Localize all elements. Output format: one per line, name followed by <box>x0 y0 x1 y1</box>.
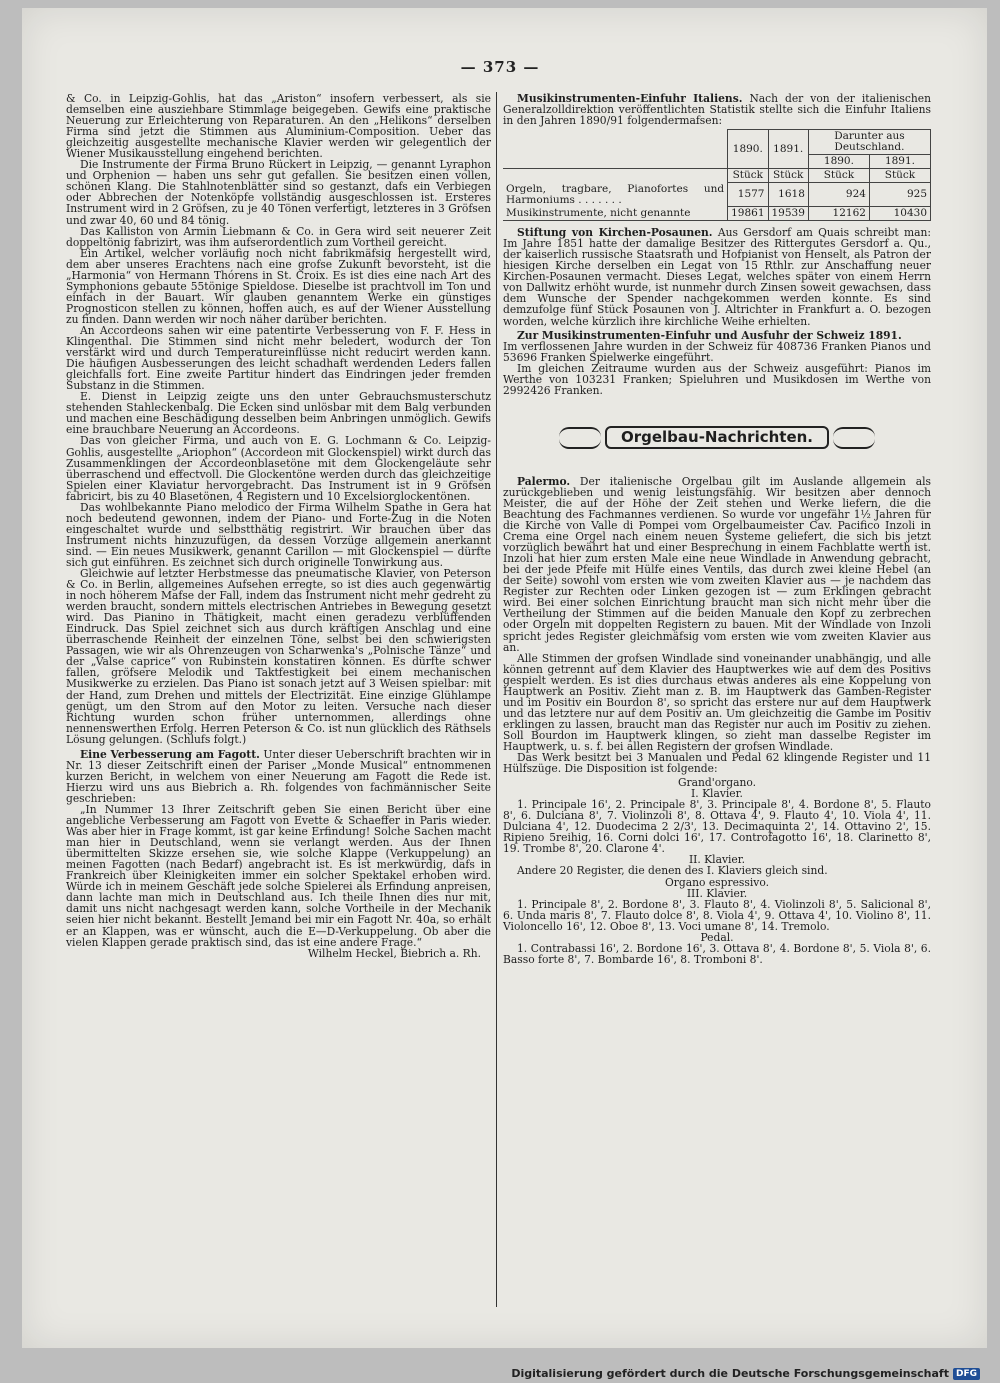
table-cell: 12162 <box>808 207 869 221</box>
paragraph-harmonia: Ein Artikel, welcher vorläufig noch nicht fabrikmäfsig hergestellt wird, dem aber unseres Erachtens nach eine grofse Zukunft bevorsteht, ist die „Harmonia“ von Hermann Thórens in St. Croix. Es ist dies eine nach Art des Symphonions gebaute 55tönige Spieldose. Dieselbe ist prachtvoll im Ton und einfach in der Bauart. Wir glauben genanntem Werke ein günstiges Prognosticon stellen zu können, hoffen auch, es auf der Wiener Ausstellung zu finden. Dann werden wir noch näher darüber berichten. <box>66 246 491 326</box>
table-unit: Stück <box>768 169 808 183</box>
paragraph-ariston: & Co. in Leipzig-Gohlis, hat das „Ariston“ insofern verbessert, als sie demselben eine ausziehbare Stimmlage beigegeben. Gewifs eine praktische Neuerung zur Erleichterung von Reparaturen. An den „Helikons“ derselben Firma sind jetzt die Stimmen aus Aluminium-Composition. Ueber das gleichzeitig ausgestellte mechanische Klavier werden wir gelegentlich der Wiener Musikausstellung eingehend berichten. <box>66 92 491 161</box>
paragraph-rueckert: Die Instrumente der Firma Bruno Rückert in Leipzig, — genannt Lyraphon und Orphenion — haben uns sehr gut gefallen. Sie besitzen einen vollen, schönen Klang. Die Stahlnotenblätter sind so gestanzt, dafs ein Verbiegen oder Abbrechen der Notenköpfe vollständig ausgeschlossen ist. Ersteres Instrument wird in 2 Gröfsen, zu je 40 Tönen verfertigt, letzteres in 3 Gröfsen und zwar 40, 60 und 84 tönig. <box>66 158 491 227</box>
paragraph-ariophon: Das von gleicher Firma, und auch von E. G. Lochmann & Co. Leipzig-Gohlis, ausgestellte „Ariophon“ (Accordeon mit Glockenspiel) wirkt durch das Zusammenklingen der Accordeonblasetöne mit dem Glockengeläute sehr überraschend und effectvoll. Die Glockentöne werden durch das gleichzeitige Spielen einer Klaviatur hervorgebracht. Das Instrument ist in 9 Gröfsen fabricirt, bis zu 40 Blasetönen, 4 Registern und 10 Excelsiorglockentönen. <box>66 434 491 503</box>
article-italy-heading: Musikinstrumenten-Einfuhr Italiens. <box>517 92 743 105</box>
table-cell: 924 <box>808 183 869 207</box>
article-schweiz-body-2: Im gleichen Zeitraume wurden aus der Schweiz ausgeführt: Pianos im Werthe von 103231 Franken; Spieluhren und Musikdosen im Werthe von 2992426 Franken. <box>503 361 931 397</box>
article-fagott-quote: „In Nummer 13 Ihrer Zeitschrift geben Sie einen Bericht über eine angebliche Verbesserung am Fagott von Evette & Schaeffer in Paris wieder. Was aber hier in Frage kommt, ist gar keine Erfindung! Solche Sachen macht man hier in Deutschland, wenn sie verlangt werden. Aus der Ihnen übermittelten Skizze ersehen sie, wie solche Klappe (Verkuppelung) an meinen Fagotten (nach Bedarf) angebracht ist. Es ist merkwürdig, dafs in Frankreich über Kleinigkeiten immer ein solcher Spektakel erhoben wird. Würde ich in meinem Geschäft jede solche Spielerei als Erfindung anpreisen, dann lachte man mich in Deutschland aus. Ich theile Ihnen dies nur mit, damit uns nicht nachgesagt werden kann, solche Vortheile in der Mechanik seien hier nicht bekannt. Bestellt Jemand bei mir ein Fagott Nr. 40a, so erhält er an Klappen, was er wünscht, auch die E—D-Verkuppelung. Ob aber die vielen Klappen gerade praktisch sind, das ist eine andere Frage.“ <box>66 803 491 949</box>
subheading-klavier-2: II. Klavier. <box>688 853 746 867</box>
article-fagott-signature: Wilhelm Heckel, Biebrich a. Rh. <box>307 946 481 960</box>
table-cell: 19539 <box>768 207 808 221</box>
page-number: — 373 — <box>460 58 540 76</box>
table-unit: Stück <box>869 169 930 183</box>
article-palermo-heading: Palermo. <box>517 474 571 488</box>
table-header-1890: 1890. <box>728 130 768 169</box>
paragraph-pneumatisches-klavier: Gleichwie auf letzter Herbstmesse das pneumatische Klavier, von Peterson & Co. in Berlin, allgemeines Aufsehen erregte, so ist dies auch gegenwärtig in noch höherem Mafse der Fall, indem das Instrument nicht mehr gedreht zu werden braucht, sondern mittels electrischen Antriebes in Bewegung gesetzt wird. Das Pianino in Thätigkeit, macht einen geradezu verblüffenden Eindruck. Das Spiel zeichnet sich aus durch kräftigen Anschlag und eine überraschende Reinheit der einzelnen Töne, selbst bei den schwierigsten Passagen, wie wir als Ohrenzeugen von Scharwenka's „Polnische Tänze“ und der „Valse caprice“ von Rubinstein konstatiren können. Es dürfte schwer fallen, gröfsere Melodik und Taktfestigkeit bei einem mechanischen Musikwerke zu erzielen. Das Piano ist sonach jetzt auf 3 Weisen spielbar: mit der Hand, zum Drehen und mittels der Electrizität. Eine einzige Glühlampe genügt, um den Strom auf den Motor zu leiten. Versuche nach dieser Richtung wurden schon früher unternommen, allerdings ohne nennenswerthen Erfolg. Herren Peterson & Co. ist nun glücklich des Räthsels Lösung gelungen. (Schlufs folgt.) <box>66 567 491 746</box>
paragraph-kalliston: Das Kalliston von Armin Liebmann & Co. in Gera wird seit neuerer Zeit doppeltönig fabrizirt, was ihm aufserordentlich zum Vortheil gereicht. <box>66 224 491 249</box>
subheading-klavier-1: I. Klavier. <box>691 787 743 801</box>
article-palermo-body-3: Das Werk besitzt bei 3 Manualen und Pedal 62 klingende Register und 11 Hülfszüge. Die Disposition ist folgende: <box>503 751 931 776</box>
footer-text: Digitalisierung gefördert durch die Deutsche Forschungsgemeinschaft <box>511 1367 949 1380</box>
table-row-label: Musikinstrumente, nicht genannte <box>503 207 728 221</box>
table-cell: 1577 <box>728 183 768 207</box>
table-row <box>503 183 931 207</box>
article-fagott-heading: Eine Verbesserung am Fagott. <box>80 747 260 761</box>
article-fagott <box>66 749 491 804</box>
ornament-left-icon <box>559 427 601 449</box>
table-unit: Stück <box>808 169 869 183</box>
right-column <box>503 93 931 965</box>
article-palermo-body-2: Alle Stimmen der grofsen Windlade sind voneinander unabhängig, und alle können getrennt auf dem Klavier des Hauptwerkes wie auf dem des Positivs gespielt werden. Es ist dies durchaus etwas anderes als eine Koppelung von Hauptwerk an Positiv. Zieht man z. B. im Hauptwerk das Gamben-Register und im Positiv ein Bourdon 8', so spricht das erstere nur auf dem Hauptwerk und das letztere nur auf dem Positiv an. Um gleichzeitig die Gambe im Positiv erklingen zu lassen, braucht man das Register nur auch im Positiv zu ziehen. Soll Bourdon im Hauptwerk klingen, so zieht man dasselbe Register im Hauptwerk, u. s. f. bei allen Registern der grofsen Windlade. <box>503 651 931 753</box>
table-subheader-1891: 1891. <box>869 155 930 169</box>
list-klavier-1: 1. Principale 16', 2. Principale 8', 3. Principale 8', 4. Bordone 8', 5. Flauto 8', 6. Dulciana 8', 7. Violinzoli 8', 8. Ottava 4', 9. Flauto 4', 10. Viola 4', 11. Dulciana 4', 12. Duodecima 2 2/3', 13. Decimaquinta 2', 14. Ottavino 2', 15. Ripieno 5reihig, 16. Corni dolci 16', 17. Controfagotto 16', 18. Clarinetto 8', 19. Trombe 8', 20. Clarone 4'. <box>503 798 931 856</box>
article-fagott-body: Unter dieser Ueberschrift brachten wir in Nr. 13 dieser Zeitschrift einen der Pariser „Monde Musical“ entnommenen kurzen Bericht, in welchem von einer Neuerung am Fagott die Rede ist. Hierzu wird uns aus Biebrich a. Rh. folgendes von fachmännischer Seite geschrieben: <box>66 747 491 805</box>
text-klavier-2: Andere 20 Register, die denen des I. Klaviers gleich sind. <box>517 864 828 878</box>
paragraph-dienst: E. Dienst in Leipzig zeigte uns den unter Gebrauchsmusterschutz stehenden Stahleckenbalg. Die Ecken sind unlösbar mit dem Balg verbunden und machen eine Beschädigung desselben beim Anbringen unmöglich. Gewifs eine brauchbare Neuerung an Accordeons. <box>66 390 491 437</box>
table-unit: Stück <box>728 169 768 183</box>
paragraph-accordeons: An Accordeons sahen wir eine patentirte Verbesserung von F. F. Hess in Klingenthal. Die Stimmen sind nicht mehr beledert, wodurch der Ton verstärkt wird und durch Temperatureinflüsse nicht reducirt werden kann. Die häufigen Ausbesserungen des leicht schadhaft werdenden Leders fallen gleichfalls fort. Eine zweite Partitur hindert das Eindringen jeder fremden Substanz in die Stimmen. <box>66 323 491 393</box>
dfg-logo-icon: DFG <box>953 1368 980 1380</box>
article-italy-body: Nach der von der italienischen Generalzolldirektion veröffentlichten Statistik stellte sich die Einfuhr Italiens in den Jahren 1890/91 folgendermafsen: <box>503 92 931 128</box>
table-header-darunter: Darunter aus Deutschland. <box>808 130 930 155</box>
paragraph-piano-melodico: Das wohlbekannte Piano melodico der Firma Wilhelm Spathe in Gera hat noch bedeutend gewonnen, indem der Piano- und Forte-Zug in die Noten eingeschaltet wurde und selbstthätig registrirt. Wir brauchen über das Instrument nichts hinzuzufügen, da dessen Vorzüge allgemein anerkannt sind. — Ein neues Musikwerk, genannt Carillon — mit Glockenspiel — dürfte sich gut einführen. Es zeichnet sich durch originelle Tonwirkung aus. <box>66 500 491 569</box>
ornament-right-icon <box>833 427 875 449</box>
article-palermo <box>503 476 931 653</box>
list-pedal: 1. Contrabassi 16', 2. Bordone 16', 3. Ottava 8', 4. Bordone 8', 5. Viola 8', 6. Basso forte 8', 7. Bombarde 16', 8. Tromboni 8'. <box>503 941 931 966</box>
table-row <box>503 207 931 221</box>
table-row-label: Orgeln, tragbare, Pianofortes und Harmoniums . . . . . . . <box>503 183 728 207</box>
list-klavier-3: 1. Principale 8', 2. Bordone 8', 3. Flauto 8', 4. Violinzoli 8', 5. Salicional 8', 6. Unda maris 8', 7. Flauto dolce 8', 8. Viola 4', 9. Ottava 4', 10. Violino 8', 11. Violoncello 16', 12. Oboe 8', 13. Voci umane 8', 14. Tremolo. <box>503 897 931 933</box>
table-cell: 19861 <box>728 207 768 221</box>
article-posaunen-body: Aus Gersdorf am Quais schreibt man: Im Jahre 1851 hatte der damalige Besitzer des Rittergutes Gersdorf a. Qu., der kaiserlich russische Staatsrath und Hofpianist von Henselt, als Patron der hiesigen Kirche derselben ein Legat von 15 Rthlr. zur Anschaffung neuer Kirchen-Posaunen vermacht. Dieses Legat, welches später von einem Herrn von Dallwitz erhöht wurde, ist nunmehr durch Zinsen soweit gewachsen, dass dem Wunsche der Spender nachgekommen werden konnte. Es sind demzufolge fünf Stück Posaunen von J. Altrichter in Frankfurt a. O. bezogen worden, welche kürzlich ihre kirchliche Weihe erhielten. <box>503 226 931 328</box>
section-banner-title: Orgelbau-Nachrichten. <box>605 426 829 449</box>
subheading-grand-organo: Grand'organo. <box>678 776 756 790</box>
article-posaunen <box>503 227 931 326</box>
subheading-pedal: Pedal. <box>700 930 734 944</box>
article-schweiz-body: Im verflossenen Jahre wurden in der Schweiz für 408736 Franken Pianos und 53696 Franken Spielwerke eingeführt. <box>503 339 931 364</box>
article-posaunen-heading: Stiftung von Kirchen-Posaunen. <box>517 226 713 240</box>
table-cell: 1618 <box>768 183 808 207</box>
left-column <box>66 93 491 959</box>
subheading-organo-espressivo: Organo espressivo. <box>665 875 769 889</box>
article-palermo-body: Der italienische Orgelbau gilt im Auslande allgemein als zurückgeblieben und wenig leistungsfähig. Wir besitzen aber dennoch Meister, die auf der Höhe der Zeit stehen und Werke liefern, die die Beachtung des Fachmannes verdienen. So wurde vor ungefähr 1½ Jahren für die Kirche von Valle di Pompei vom Orgelbaumeister Cav. Pacifico Inzoli in Crema eine Orgel nach einem neuen Systeme geliefert, die sich bis jetzt vorzüglich bewährt hat und einer Besprechung in einem Fachblatte werth ist. Inzoli hat hier zum ersten Male eine neue Windlade in Anwendung gebracht, bei der jede Pfeife mit Hülfe eines Ventils, das durch zwei kleine Hebel (an der Seite) sowohl vom ersten wie vom zweiten Klavier aus — je nachdem das Register zur Rechten oder Linken gezogen ist — zum Erklingen gebracht wird. Bei einer solchen Einrichtung braucht man sich nicht mehr über die Vertheilung der Stimmen auf die beiden Manuale den Kopf zu zerbrechen oder Orgeln mit doppelten Registern zu bauen. Mit der Windlade von Inzoli spricht jedes Register gleichmäfsig vom ersten wie vom zweiten Klavier aus an. <box>503 474 931 654</box>
subheading-klavier-3: III. Klavier. <box>686 886 748 900</box>
table-header-1891: 1891. <box>768 130 808 169</box>
digitization-footer <box>511 1367 980 1380</box>
import-statistics-table <box>503 129 931 221</box>
table-cell: 10430 <box>869 207 930 221</box>
article-italy <box>503 93 931 126</box>
article-schweiz-heading: Zur Musikinstrumenten-Einfuhr und Ausfuhr der Schweiz 1891. <box>517 328 902 342</box>
table-subheader-1890: 1890. <box>808 155 869 169</box>
section-banner <box>503 420 931 456</box>
column-divider <box>496 92 497 1307</box>
table-cell: 925 <box>869 183 930 207</box>
